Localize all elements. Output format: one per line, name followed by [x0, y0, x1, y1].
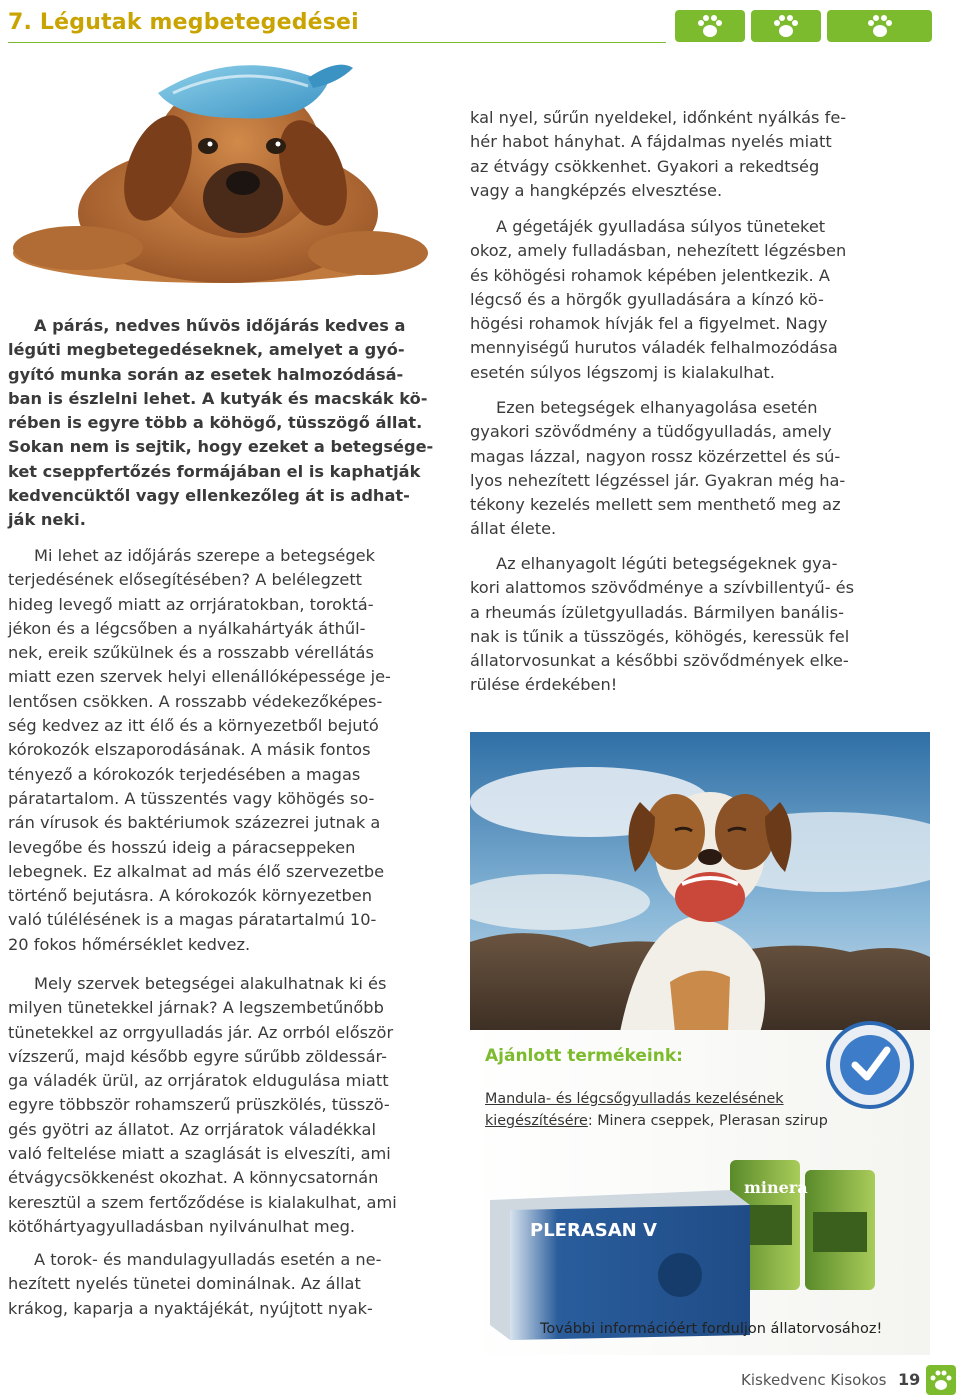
body-line: kal nyel, sűrűn nyeldekel, időnként nyálkás fe-	[470, 108, 847, 127]
body-line: magas lázzal, nagyon rossz közérzettel és sú-	[470, 446, 841, 466]
intro-line: Sokan nem is sejtik, hogy ezeket a betegsége-	[8, 437, 434, 457]
body-line: jékon és a légcsőben a nyálkahártyák áthűl-	[8, 618, 366, 638]
body-line: keresztül a szem fertőződése is kialakulhat, ami	[8, 1192, 397, 1212]
body-line: lyos nehezített légzéssel jár. Gyakran még ha-	[470, 470, 846, 490]
body-line: 20 fokos hőmérséklet kedvez.	[8, 934, 251, 954]
body-line: történő bejutásra. A kórokozók környezetben	[8, 886, 372, 906]
body-line: hideg levegő miatt az orrjáratokban, toroktá-	[8, 594, 374, 614]
body-line: egyre többször rohamszerű prüszkölés, tüsszö-	[8, 1095, 390, 1115]
body-line: kori alattomos szövődménye a szívbillentyű- és	[470, 578, 855, 598]
body-line: a rheumás ízületgyulladás. Bármilyen banális-	[470, 602, 844, 622]
body-line: hezített nyelés tünetei dominálnak. Az állat	[8, 1274, 361, 1294]
recommendation-text	[485, 1088, 845, 1132]
paw-tile-1	[675, 10, 745, 42]
body-line: való feltelése miatt a szaglását is elveszíti, ami	[8, 1144, 391, 1164]
body-line: vagy a hangképzés elvesztése.	[470, 180, 723, 200]
body-line: vízszerű, majd később egyre sűrűbb zöldessár-	[8, 1046, 387, 1066]
body-line: gés gyötri az állatot. Az orrjáratok váladékkal	[8, 1119, 376, 1139]
body-line: kórokozók elszaporodásának. A másik fontos	[8, 740, 371, 760]
intro-line: ket cseppfertőzés formájában el is kaphatják	[8, 461, 421, 481]
alpha-vet-badge-icon	[815, 1010, 925, 1120]
sick-dog-photo	[8, 48, 428, 288]
body-line: való túlélésének is a magas páratartalmú 10-	[8, 910, 377, 930]
body-line: terjedésének elősegítésében? A belélegzett	[8, 570, 363, 590]
sneezing-dog-photo	[470, 732, 930, 1032]
body-line: nek, ereik szűkülnek és a rosszabb vérellátás	[8, 643, 374, 663]
body-line: rán vírusok és baktériumok százezrei jutnak a	[8, 813, 381, 833]
body-line: nak is tűnik a tüsszögés, köhögés, keressük fel	[470, 626, 850, 646]
body-line: A gégetájék gyulladása súlyos tüneteket	[496, 217, 826, 236]
body-line: A torok- és mandulagyulladás esetén a ne-	[34, 1250, 382, 1269]
intro-line: ban is észlelni lehet. A kutyák és macskák kö-	[8, 388, 428, 408]
body-line: és köhögési rohamok képében jelentkezik. A	[470, 265, 830, 285]
body-line: milyen tünetekkel járnak? A legszembetűnőbb	[8, 998, 384, 1018]
body-line: tényező a kórokozók terjedésében a magas	[8, 764, 361, 784]
plerasan-label: PLERASAN V	[530, 1220, 657, 1241]
body-line: lebegnek. Ez alkalmat ad más élő szervezetbe	[8, 861, 385, 881]
minera-label: minera	[744, 1178, 808, 1197]
body-line: étvágycsökkenést okozhat. A könnycsatornán	[8, 1168, 379, 1188]
body-line: miatt ezen szervek helyi ellenállóképessége je-	[8, 667, 391, 687]
body-line: Mi lehet az időjárás szerepe a betegségek	[34, 546, 375, 565]
left-body-3	[8, 1248, 438, 1321]
body-line: az étvágy csökkenhet. Gyakori a rekedtség	[470, 156, 820, 176]
body-line: rülése érdekében!	[470, 675, 618, 695]
products-list: : Minera cseppek, Plerasan szirup	[587, 1113, 828, 1129]
body-line: gyakori szövődmény a tüdőgyulladás, amely	[470, 422, 832, 442]
footer-paw-icon	[926, 1365, 956, 1395]
left-body-1	[8, 544, 438, 957]
right-body-2	[470, 215, 902, 385]
body-line: lentősen csökken. A rosszabb védekezőképes-	[8, 691, 383, 711]
recommendation-title: Ajánlott termékeink:	[485, 1046, 683, 1066]
plerasan-box-image	[490, 1190, 750, 1340]
body-line: esetén súlyos légszomj is kialakulhat.	[470, 362, 775, 382]
chapter-title: 7. Légutak megbetegedései	[8, 10, 359, 35]
intro-line: rében is egyre több a köhögő, tüsszögő állat.	[8, 413, 423, 433]
body-line: högési rohamok hívják fel a figyelmet. Nagy	[470, 314, 828, 334]
header-divider	[8, 42, 666, 43]
intro-line: kedvencüktől vagy ellenkezőleg át is adhat-	[8, 486, 410, 506]
body-line: állatorvosunkat a későbbi szövődmények elke-	[470, 651, 849, 671]
body-line: állat élete.	[470, 519, 557, 539]
body-line: Az elhanyagolt légúti betegségeknek gya-	[496, 554, 838, 573]
body-line: tünetekkel az orrgyulladás jár. Az orrból először	[8, 1022, 394, 1042]
magazine-brand: Kiskedvenc Kisokos	[741, 1371, 887, 1389]
intro-paragraph	[8, 314, 438, 533]
intro-line: ják neki.	[8, 510, 86, 530]
intro-line: gyító munka során az esetek halmozódásá-	[8, 364, 404, 384]
paw-icon	[695, 13, 725, 39]
body-line: ség kedvez az itt élő és a környezetből bejutó	[8, 716, 379, 736]
body-line: ga váladék ürül, az orrjáratok eldugulása miatt	[8, 1071, 389, 1091]
body-line: levegőbe és hosszú ideig a páracseppeken	[8, 837, 356, 857]
paw-tile-2	[751, 10, 821, 42]
body-line: krákog, kaparja a nyaktájékát, nyújtott nyak-	[8, 1298, 373, 1318]
paw-tile-3	[827, 10, 932, 42]
right-body-3	[470, 396, 902, 542]
more-info-text: További információért forduljon állatorvosához!	[540, 1321, 883, 1337]
body-line: páratartalom. A tüsszentés vagy köhögés so-	[8, 788, 375, 808]
intro-line: A párás, nedves hűvös időjárás kedves a	[34, 316, 406, 335]
right-body-4	[470, 552, 902, 698]
paw-icon	[771, 13, 801, 39]
body-line: hér habot hányhat. A fájdalmas nyelés miatt	[470, 132, 832, 152]
intro-line: légúti megbetegedéseknek, amelyet a gyó-	[8, 340, 405, 360]
right-body-1	[470, 106, 902, 203]
indication-link[interactable]: kiegészítésére	[485, 1113, 588, 1129]
body-line: mennyiségű hurutos váladék felhalmozódása	[470, 338, 838, 358]
paw-icon	[865, 13, 895, 39]
product-recommendation	[470, 1030, 930, 1355]
body-line: okoz, amely fulladásban, nehezített légzésben	[470, 241, 847, 261]
body-line: tékony kezelés mellett sem menthető meg az	[470, 495, 841, 515]
body-line: légcső és a hörgők gyulladására a kínzó kö-	[470, 289, 824, 309]
page-number: 19	[898, 1370, 921, 1389]
left-body-2	[8, 972, 438, 1239]
indication-link[interactable]: Mandula- és légcsőgyulladás kezelésének	[485, 1091, 784, 1107]
body-line: kötőhártyagyulladásban nyilvánulhat meg.	[8, 1216, 356, 1236]
body-line: Mely szervek betegségei alakulhatnak ki és	[34, 974, 387, 993]
body-line: Ezen betegségek elhanyagolása esetén	[496, 398, 818, 417]
